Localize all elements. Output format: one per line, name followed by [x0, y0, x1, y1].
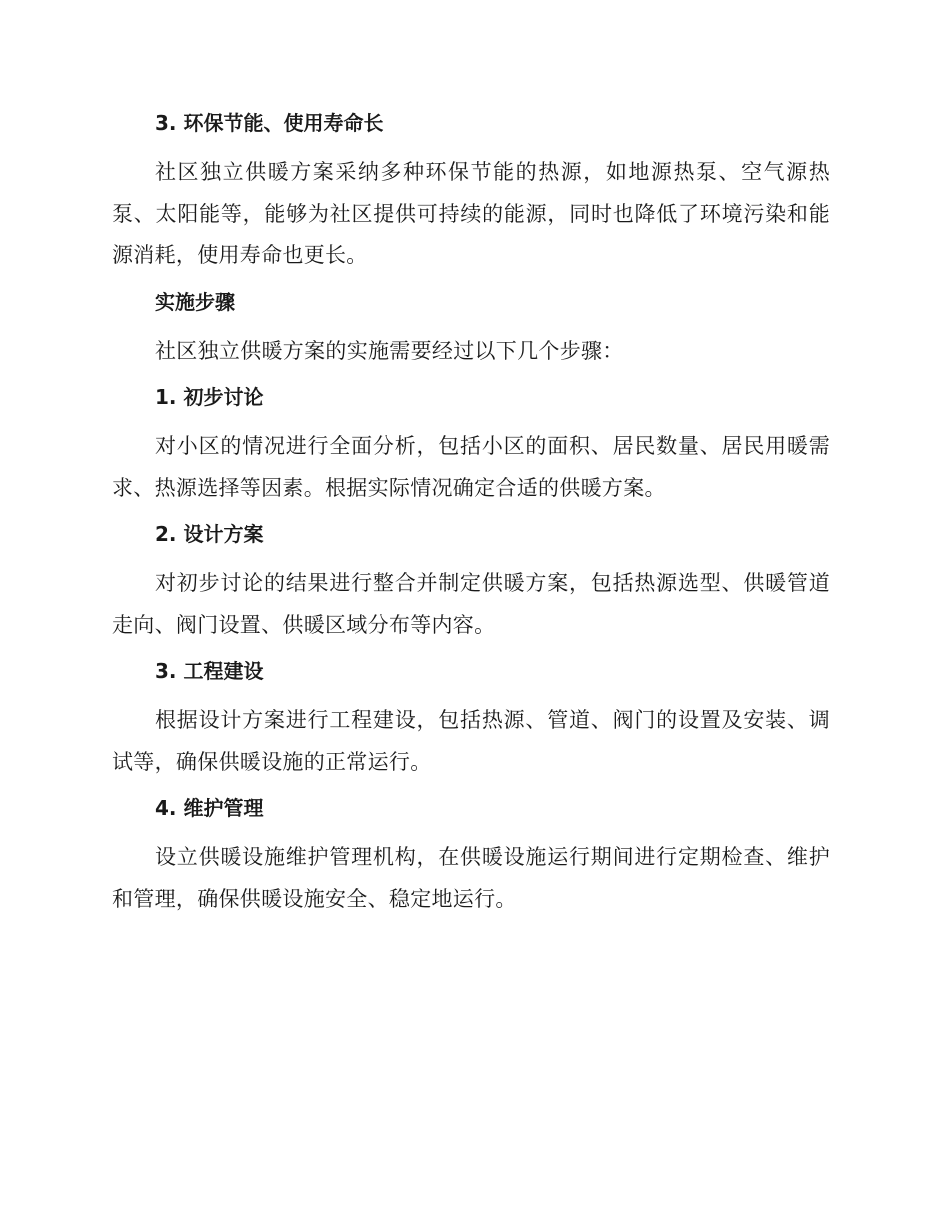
paragraph-maintenance: 设立供暖设施维护管理机构，在供暖设施运行期间进行定期检查、维护和管理，确保供暖设施安全、稳定地运行。 — [112, 845, 830, 911]
step-heading-design: 2. 设计方案 — [155, 522, 264, 546]
paragraph-construction: 根据设计方案进行工程建设，包括热源、管道、阀门的设置及安装、调试等，确保供暖设施的正常运行。 — [112, 708, 830, 774]
step-heading-maintenance: 4. 维护管理 — [155, 796, 264, 820]
paragraph-design: 对初步讨论的结果进行整合并制定供暖方案，包括热源选型、供暖管道走向、阀门设置、供暖区域分布等内容。 — [112, 571, 830, 637]
paragraph-env: 社区独立供暖方案采纳多种环保节能的热源，如地源热泵、空气源热泵、太阳能等，能够为社区提供可持续的能源，同时也降低了环境污染和能源消耗，使用寿命也更长。 — [112, 160, 830, 267]
step-heading-discussion: 1. 初步讨论 — [155, 385, 264, 409]
section-heading-steps: 实施步骤 — [155, 289, 235, 314]
section-heading-env: 3. 环保节能、使用寿命长 — [155, 111, 384, 135]
paragraph-discussion: 对小区的情况进行全面分析，包括小区的面积、居民数量、居民用暖需求、热源选择等因素。根据实际情况确定合适的供暖方案。 — [112, 434, 830, 500]
step-heading-construction: 3. 工程建设 — [155, 659, 264, 683]
document-page — [112, 108, 830, 930]
paragraph-steps-intro: 社区独立供暖方案的实施需要经过以下几个步骤： — [155, 338, 624, 363]
